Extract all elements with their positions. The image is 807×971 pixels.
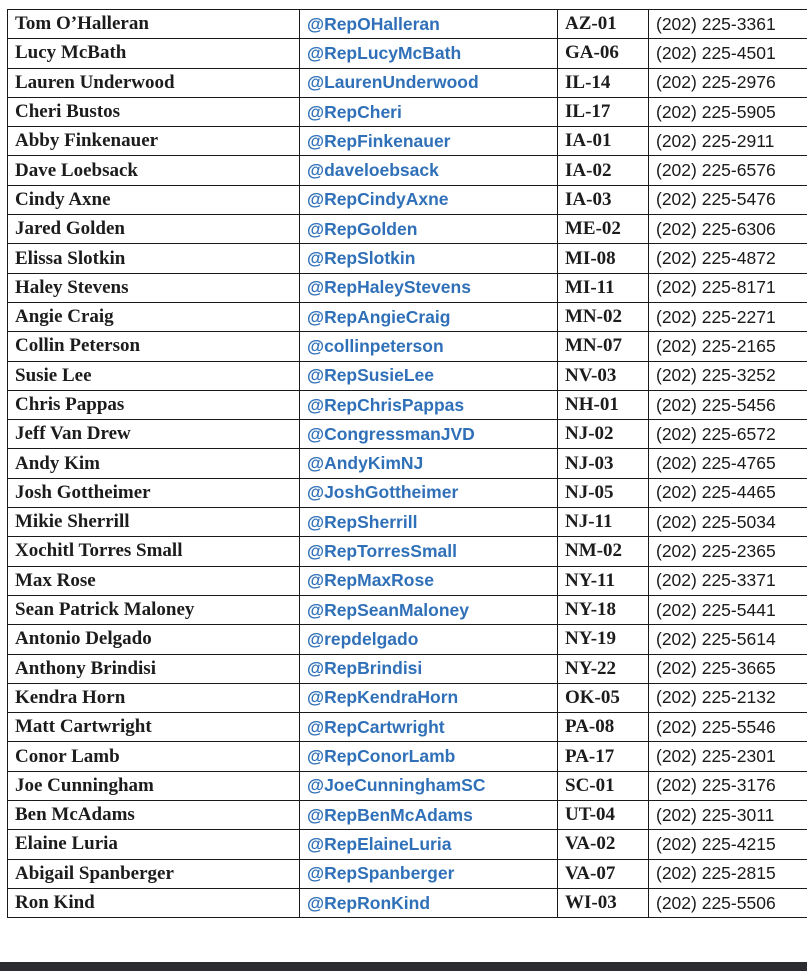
rep-name-cell: Elaine Luria: [8, 830, 300, 859]
phone-number-cell: (202) 225-5546: [649, 713, 807, 742]
rep-name-cell: Jeff Van Drew: [8, 420, 300, 449]
table-row: [8, 273, 807, 302]
district-cell: MN-02: [558, 302, 649, 331]
twitter-handle-cell[interactable]: @RepSeanMaloney: [300, 595, 558, 624]
twitter-handle-cell[interactable]: @RepConorLamb: [300, 742, 558, 771]
table-row: [8, 771, 807, 800]
rep-name-cell: Lucy McBath: [8, 39, 300, 68]
rep-name-cell: Dave Loebsack: [8, 156, 300, 185]
twitter-handle-cell[interactable]: @RepLucyMcBath: [300, 39, 558, 68]
twitter-handle-cell[interactable]: @RepSlotkin: [300, 244, 558, 273]
twitter-handle-cell[interactable]: @RepCartwright: [300, 713, 558, 742]
district-cell: MI-08: [558, 244, 649, 273]
rep-name-cell: Andy Kim: [8, 449, 300, 478]
phone-number-cell: (202) 225-6576: [649, 156, 807, 185]
phone-number-cell: (202) 225-4215: [649, 830, 807, 859]
rep-name-cell: Josh Gottheimer: [8, 478, 300, 507]
table-row: [8, 39, 807, 68]
phone-number-cell: (202) 225-3361: [649, 10, 807, 39]
table-row: [8, 888, 807, 917]
twitter-handle-cell[interactable]: @repdelgado: [300, 625, 558, 654]
phone-number-cell: (202) 225-5506: [649, 888, 807, 917]
twitter-handle-cell[interactable]: @RepGolden: [300, 215, 558, 244]
twitter-handle-cell[interactable]: @daveloebsack: [300, 156, 558, 185]
district-cell: NJ-02: [558, 420, 649, 449]
phone-number-cell: (202) 225-4872: [649, 244, 807, 273]
rep-name-cell: Cheri Bustos: [8, 97, 300, 126]
district-cell: NY-18: [558, 595, 649, 624]
twitter-handle-cell[interactable]: @RepCheri: [300, 97, 558, 126]
twitter-handle-cell[interactable]: @RepFinkenauer: [300, 127, 558, 156]
rep-name-cell: Angie Craig: [8, 302, 300, 331]
phone-number-cell: (202) 225-3665: [649, 654, 807, 683]
table-row: [8, 683, 807, 712]
phone-number-cell: (202) 225-3371: [649, 566, 807, 595]
phone-number-cell: (202) 225-6306: [649, 215, 807, 244]
twitter-handle-cell[interactable]: @RepOHalleran: [300, 10, 558, 39]
twitter-handle-cell[interactable]: @RepSherrill: [300, 508, 558, 537]
table-row: [8, 478, 807, 507]
table-row: [8, 361, 807, 390]
rep-name-cell: Haley Stevens: [8, 273, 300, 302]
district-cell: MN-07: [558, 332, 649, 361]
rep-name-cell: Matt Cartwright: [8, 713, 300, 742]
table-row: [8, 332, 807, 361]
rep-name-cell: Cindy Axne: [8, 185, 300, 214]
phone-number-cell: (202) 225-2911: [649, 127, 807, 156]
district-cell: IA-01: [558, 127, 649, 156]
table-row: [8, 508, 807, 537]
table-row: [8, 244, 807, 273]
district-cell: NY-19: [558, 625, 649, 654]
twitter-handle-cell[interactable]: @CongressmanJVD: [300, 420, 558, 449]
phone-number-cell: (202) 225-5905: [649, 97, 807, 126]
table-row: [8, 10, 807, 39]
representatives-table: [7, 9, 807, 918]
rep-name-cell: Abigail Spanberger: [8, 859, 300, 888]
district-cell: UT-04: [558, 801, 649, 830]
rep-name-cell: Kendra Horn: [8, 683, 300, 712]
phone-number-cell: (202) 225-2271: [649, 302, 807, 331]
twitter-handle-cell[interactable]: @RepCindyAxne: [300, 185, 558, 214]
rep-name-cell: Sean Patrick Maloney: [8, 595, 300, 624]
district-cell: PA-17: [558, 742, 649, 771]
district-cell: NY-22: [558, 654, 649, 683]
district-cell: ME-02: [558, 215, 649, 244]
table-body: [8, 10, 807, 918]
district-cell: NY-11: [558, 566, 649, 595]
district-cell: NH-01: [558, 390, 649, 419]
table-row: [8, 859, 807, 888]
twitter-handle-cell[interactable]: @RepKendraHorn: [300, 683, 558, 712]
twitter-handle-cell[interactable]: @RepAngieCraig: [300, 302, 558, 331]
twitter-handle-cell[interactable]: @JoshGottheimer: [300, 478, 558, 507]
phone-number-cell: (202) 225-8171: [649, 273, 807, 302]
phone-number-cell: (202) 225-3252: [649, 361, 807, 390]
table-row: [8, 713, 807, 742]
rep-name-cell: Chris Pappas: [8, 390, 300, 419]
district-cell: NJ-11: [558, 508, 649, 537]
table-row: [8, 127, 807, 156]
district-cell: GA-06: [558, 39, 649, 68]
district-cell: IA-02: [558, 156, 649, 185]
table-row: [8, 801, 807, 830]
twitter-handle-cell[interactable]: @LaurenUnderwood: [300, 68, 558, 97]
phone-number-cell: (202) 225-4765: [649, 449, 807, 478]
rep-name-cell: Max Rose: [8, 566, 300, 595]
rep-name-cell: Lauren Underwood: [8, 68, 300, 97]
district-cell: NJ-03: [558, 449, 649, 478]
phone-number-cell: (202) 225-5034: [649, 508, 807, 537]
twitter-handle-cell[interactable]: @RepElaineLuria: [300, 830, 558, 859]
twitter-handle-cell[interactable]: @RepRonKind: [300, 888, 558, 917]
district-cell: SC-01: [558, 771, 649, 800]
district-cell: IA-03: [558, 185, 649, 214]
phone-number-cell: (202) 225-3176: [649, 771, 807, 800]
district-cell: VA-07: [558, 859, 649, 888]
rep-name-cell: Joe Cunningham: [8, 771, 300, 800]
table-row: [8, 185, 807, 214]
phone-number-cell: (202) 225-2976: [649, 68, 807, 97]
rep-name-cell: Tom O’Halleran: [8, 10, 300, 39]
district-cell: OK-05: [558, 683, 649, 712]
rep-name-cell: Abby Finkenauer: [8, 127, 300, 156]
twitter-handle-cell[interactable]: @RepSusieLee: [300, 361, 558, 390]
twitter-handle-cell[interactable]: @RepMaxRose: [300, 566, 558, 595]
twitter-handle-cell[interactable]: @RepBrindisi: [300, 654, 558, 683]
phone-number-cell: (202) 225-2365: [649, 537, 807, 566]
district-cell: AZ-01: [558, 10, 649, 39]
rep-name-cell: Anthony Brindisi: [8, 654, 300, 683]
bottom-scroll-edge: [0, 962, 807, 971]
table-row: [8, 742, 807, 771]
table-row: [8, 537, 807, 566]
table-row: [8, 156, 807, 185]
rep-name-cell: Elissa Slotkin: [8, 244, 300, 273]
twitter-handle-cell[interactable]: @RepChrisPappas: [300, 390, 558, 419]
twitter-handle-cell[interactable]: @RepBenMcAdams: [300, 801, 558, 830]
rep-name-cell: Conor Lamb: [8, 742, 300, 771]
rep-name-cell: Collin Peterson: [8, 332, 300, 361]
phone-number-cell: (202) 225-4465: [649, 478, 807, 507]
rep-name-cell: Jared Golden: [8, 215, 300, 244]
phone-number-cell: (202) 225-5456: [649, 390, 807, 419]
phone-number-cell: (202) 225-2301: [649, 742, 807, 771]
rep-name-cell: Susie Lee: [8, 361, 300, 390]
table-row: [8, 566, 807, 595]
district-cell: WI-03: [558, 888, 649, 917]
phone-number-cell: (202) 225-2815: [649, 859, 807, 888]
phone-number-cell: (202) 225-4501: [649, 39, 807, 68]
table-row: [8, 654, 807, 683]
phone-number-cell: (202) 225-6572: [649, 420, 807, 449]
table-row: [8, 390, 807, 419]
twitter-handle-cell[interactable]: @JoeCunninghamSC: [300, 771, 558, 800]
rep-name-cell: Xochitl Torres Small: [8, 537, 300, 566]
table-row: [8, 302, 807, 331]
table-row: [8, 830, 807, 859]
rep-name-cell: Ron Kind: [8, 888, 300, 917]
phone-number-cell: (202) 225-2132: [649, 683, 807, 712]
twitter-handle-cell[interactable]: @RepTorresSmall: [300, 537, 558, 566]
table-row: [8, 449, 807, 478]
twitter-handle-cell[interactable]: @collinpeterson: [300, 332, 558, 361]
twitter-handle-cell[interactable]: @RepSpanberger: [300, 859, 558, 888]
district-cell: NV-03: [558, 361, 649, 390]
district-cell: NM-02: [558, 537, 649, 566]
table-row: [8, 420, 807, 449]
district-cell: VA-02: [558, 830, 649, 859]
district-cell: MI-11: [558, 273, 649, 302]
district-cell: IL-14: [558, 68, 649, 97]
table-row: [8, 595, 807, 624]
phone-number-cell: (202) 225-3011: [649, 801, 807, 830]
district-cell: IL-17: [558, 97, 649, 126]
district-cell: NJ-05: [558, 478, 649, 507]
phone-number-cell: (202) 225-5441: [649, 595, 807, 624]
table-row: [8, 625, 807, 654]
phone-number-cell: (202) 225-5476: [649, 185, 807, 214]
table-row: [8, 68, 807, 97]
rep-name-cell: Mikie Sherrill: [8, 508, 300, 537]
twitter-handle-cell[interactable]: @AndyKimNJ: [300, 449, 558, 478]
rep-name-cell: Antonio Delgado: [8, 625, 300, 654]
phone-number-cell: (202) 225-2165: [649, 332, 807, 361]
table-row: [8, 97, 807, 126]
rep-name-cell: Ben McAdams: [8, 801, 300, 830]
twitter-handle-cell[interactable]: @RepHaleyStevens: [300, 273, 558, 302]
district-cell: PA-08: [558, 713, 649, 742]
phone-number-cell: (202) 225-5614: [649, 625, 807, 654]
table-row: [8, 215, 807, 244]
